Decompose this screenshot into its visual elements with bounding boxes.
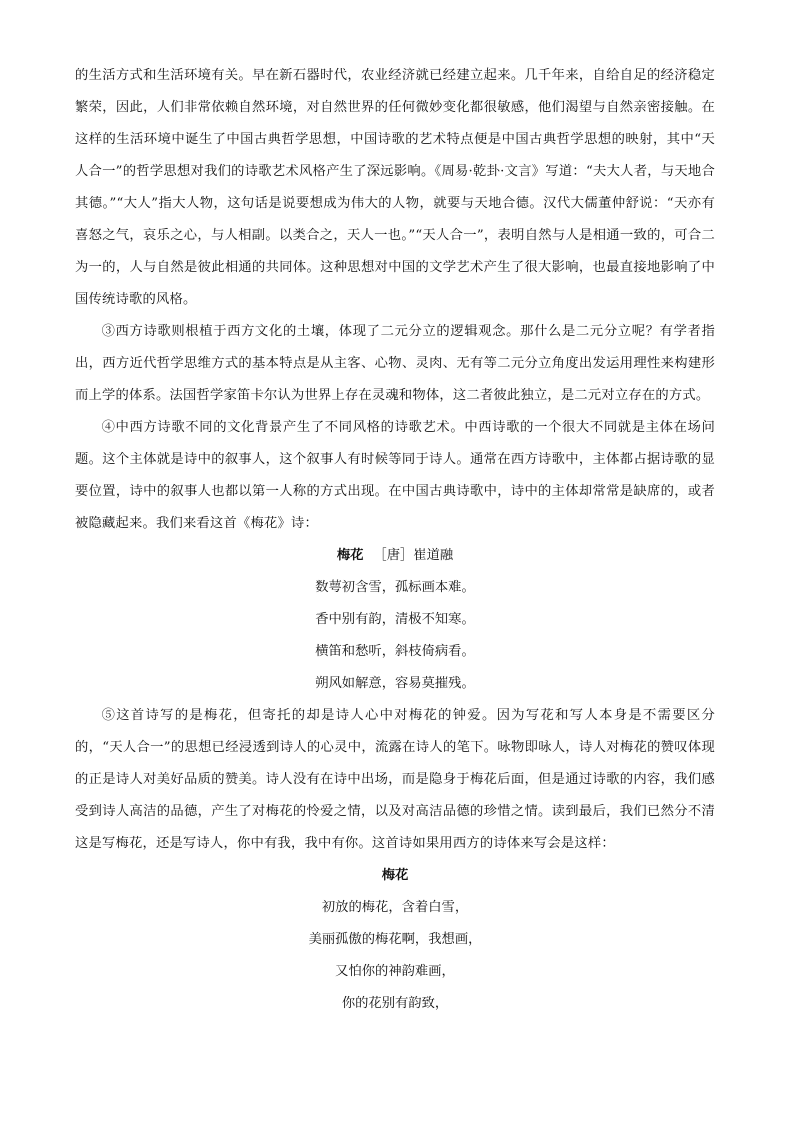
poem-line: 香中别有韵，清极不知寒。: [315, 612, 475, 627]
poem-line: 朔风如解意，容易莫摧残。: [315, 676, 475, 691]
poem-heading: [75, 540, 715, 572]
poem-line: 又怕你的神韵难画，: [335, 964, 455, 979]
poem-line: 你的花别有韵致，: [341, 996, 449, 1011]
poem-line: 美丽孤傲的梅花啊，我想画，: [308, 932, 482, 947]
paragraph-4: ④中西方诗歌不同的文化背景产生了不同风格的诗歌艺术。中西诗歌的一个很大不同就是主体在场问题。这个主体就是诗中的叙事人，这个叙事人有时候等同于诗人。通常在西方诗歌中，主体都占据诗歌的显要位置，诗中的叙事人也都以第一人称的方式出现。在中国古典诗歌中，诗中的主体却常常是缺席的，或者被隐藏起来。我们来看这首《梅花》诗：: [75, 420, 715, 531]
poem-title: 梅花: [381, 868, 409, 883]
poem-line: 数萼初含雪，孤标画本难。: [315, 580, 475, 595]
paragraph-1: 的生活方式和生活环境有关。早在新石器时代，农业经济就已经建立起来。几千年来，自给自足的经济稳定繁荣，因此，人们非常依赖自然环境，对自然世界的任何微妙变化都很敏感，他们渴望与自然亲密接触。在这样的生活环境中诞生了中国古典哲学思想，中国诗歌的艺术特点便是中国古典哲学思想的映射，其中“天人合一”的哲学思想对我们的诗歌艺术风格产生了深远影响。《周易·乾卦·文言》写道：“夫大人者，与天地合其德。”“大人”指大人物，这句话是说要想成为伟大的人物，就要与天地合德。汉代大儒董仲舒说：“天亦有喜怒之气，哀乐之心，与人相副。以类合之，天人一也。”“天人合一”，表明自然与人是相通一致的，可合二为一的，人与自然是彼此相通的共同体。这种思想对中国的文学艺术产生了很大影响，也最直接地影响了中国传统诗歌的风格。: [75, 68, 715, 307]
poem-line: 初放的梅花，含着白雪，: [321, 900, 469, 915]
poem-meihua-western: [75, 860, 715, 1020]
paragraph-5: ⑤这首诗写的是梅花，但寄托的却是诗人心中对梅花的钟爱。因为写花和写人本身是不需要区分的，“天人合一”的思想已经浸透到诗人的心灵中，流露在诗人的笔下。咏物即咏人，诗人对梅花的赞叹体现的正是诗人对美好品质的赞美。诗人没有在诗中出场，而是隐身于梅花后面，但是通过诗歌的内容，我们感受到诗人高洁的品德，产生了对梅花的怜爱之情，以及对高洁品德的珍惜之情。读到最后，我们已然分不清这是写梅花，还是写诗人，你中有我，我中有你。这首诗如果用西方的诗体来写会是这样：: [75, 708, 715, 851]
document-page: [75, 60, 715, 1020]
poem-line: 横笛和愁听，斜枝倚病看。: [315, 644, 475, 659]
poem-title: 梅花: [336, 548, 364, 563]
paragraph-3: ③西方诗歌则根植于西方文化的土壤，体现了二元分立的逻辑观念。那什么是二元分立呢？有学者指出，西方近代哲学思维方式的基本特点是从主客、心物、灵肉、无有等二元分立角度出发运用理性来构建形而上学的体系。法国哲学家笛卡尔认为世界上存在灵魂和物体，这二者彼此独立，是二元对立存在的方式。: [75, 324, 715, 403]
poem-meihua-classical: [75, 540, 715, 700]
poem-author: ［唐］崔道融: [373, 548, 454, 563]
